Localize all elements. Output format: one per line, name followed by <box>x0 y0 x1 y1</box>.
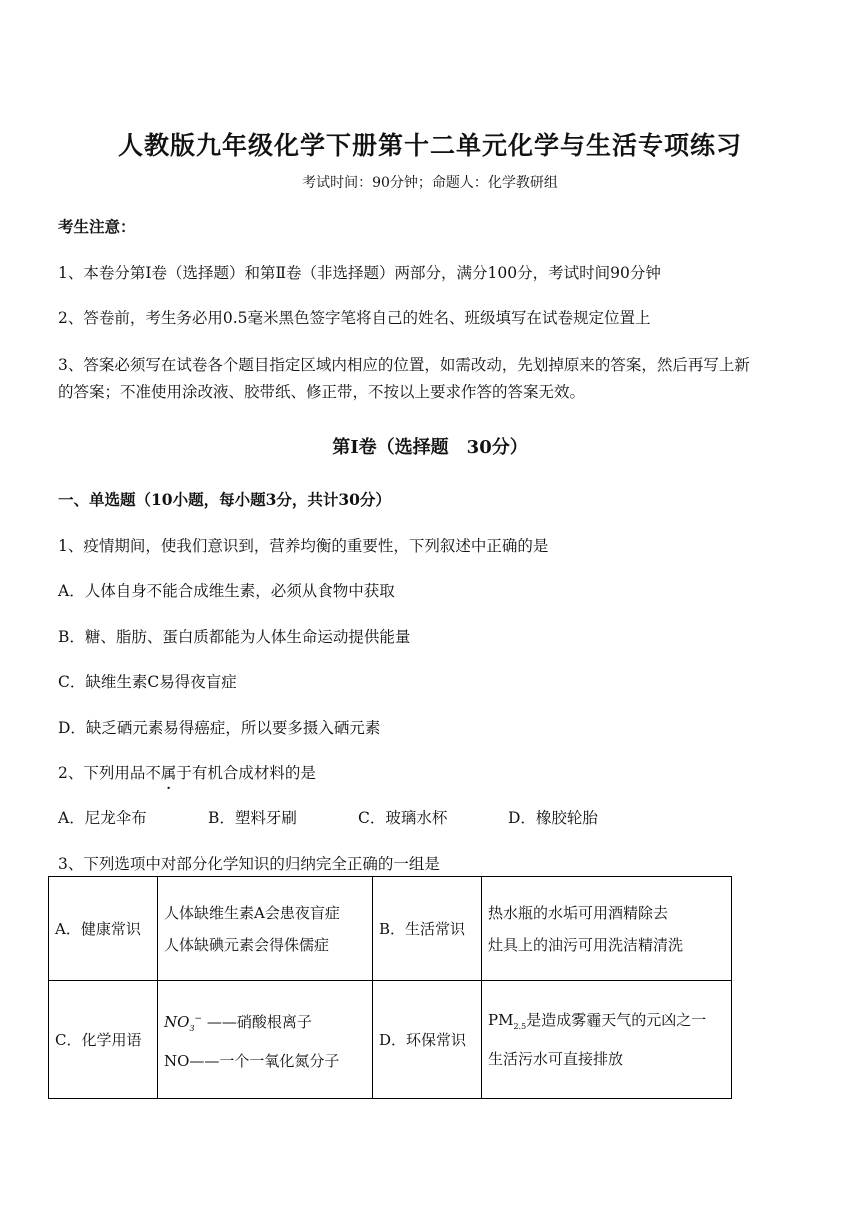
q3-d-content <box>482 981 732 1099</box>
q3-c-line-2: NO——一个一氧化氮分子 <box>164 1051 340 1070</box>
q3-table-row <box>49 981 732 1099</box>
notice-item-2: 2、答卷前，考生务必用0.5毫米黑色签字笔将自己的姓名、班级填写在试卷规定位置上 <box>58 309 651 327</box>
q1-option-b: B．糖、脂肪、蛋白质都能为人体生命运动提供能量 <box>58 628 411 646</box>
q3-d-line-2: 生活污水可直接排放 <box>488 1050 624 1068</box>
q3-a-line-2: 人体缺碘元素会得侏儒症 <box>164 935 330 954</box>
q2-stem-prefix: 2、下列用品 <box>58 764 146 782</box>
q1-option-a: A．人体自身不能合成维生素，必须从食物中获取 <box>58 582 395 600</box>
q2-option-b: B．塑料牙刷 <box>208 809 297 827</box>
exam-subtitle: 考试时间：90分钟；命题人：化学教研组 <box>302 175 558 191</box>
q3-stem: 3、下列选项中对部分化学知识的归纳完全正确的一组是 <box>58 855 440 873</box>
notice-item-3: 3、答案必须写在试卷各个题目指定区域内相应的位置，如需改动，先划掉原来的答案，然后再写上新 <box>58 356 750 374</box>
q1-stem: 1、疫情期间，使我们意识到，营养均衡的重要性，下列叙述中正确的是 <box>58 537 549 555</box>
nitrate-formula: $NO_3^-$ <box>164 1012 203 1033</box>
q3-d-label: D．环保常识 <box>373 981 482 1099</box>
q3-a-label: A．健康常识 <box>49 877 158 981</box>
q3-d-line-1: $PM_{2.5}$是造成雾霾天气的元凶之一 <box>488 1011 707 1031</box>
q1-option-d: D．缺乏硒元素易得癌症，所以要多摄入硒元素 <box>58 719 381 737</box>
q3-b-label: B．生活常识 <box>373 877 482 981</box>
q3-c-line-1: $NO_3^-$ ——硝酸根离子 <box>164 1012 312 1033</box>
notice-item-3-cont: 的答案；不准使用涂改液、胶带纸、修正带，不按以上要求作答的答案无效。 <box>58 383 586 401</box>
q1-option-c: C．缺维生素C易得夜盲症 <box>58 673 237 691</box>
q2-option-a: A．尼龙伞布 <box>58 809 147 827</box>
q3-b-line-2: 灶具上的油污可用洗洁精清洗 <box>488 935 684 954</box>
part-heading: 一、单选题（10小题，每小题3分，共计30分） <box>58 490 391 509</box>
q3-a-line-1: 人体缺维生素A会患夜盲症 <box>164 903 340 922</box>
q3-b-line-1: 热水瓶的水垢可用酒精除去 <box>488 903 669 922</box>
notice-item-1: 1、本卷分第Ⅰ卷（选择题）和第Ⅱ卷（非选择题）两部分，满分100分，考试时间90分钟 <box>58 264 661 282</box>
q2-stem <box>58 762 316 784</box>
q2-stem-suffix: 有机合成材料的是 <box>191 764 316 782</box>
q3-b-content <box>482 877 732 981</box>
page-title: 人教版九年级化学下册第十二单元化学与生活专项练习 <box>117 131 742 160</box>
q3-table-row <box>49 877 732 981</box>
q3-table <box>48 876 732 1099</box>
q2-option-c: C．玻璃水杯 <box>358 809 448 827</box>
q2-option-d: D．橡胶轮胎 <box>508 809 598 827</box>
section-title: 第Ⅰ卷（选择题 30分） <box>332 437 528 458</box>
q3-a-content <box>158 877 373 981</box>
notice-heading: 考生注意： <box>58 217 136 236</box>
q2-stem-emphasis: 不属于 <box>145 764 192 782</box>
q3-c-label: C．化学用语 <box>49 981 158 1099</box>
q3-c-content <box>158 981 373 1099</box>
